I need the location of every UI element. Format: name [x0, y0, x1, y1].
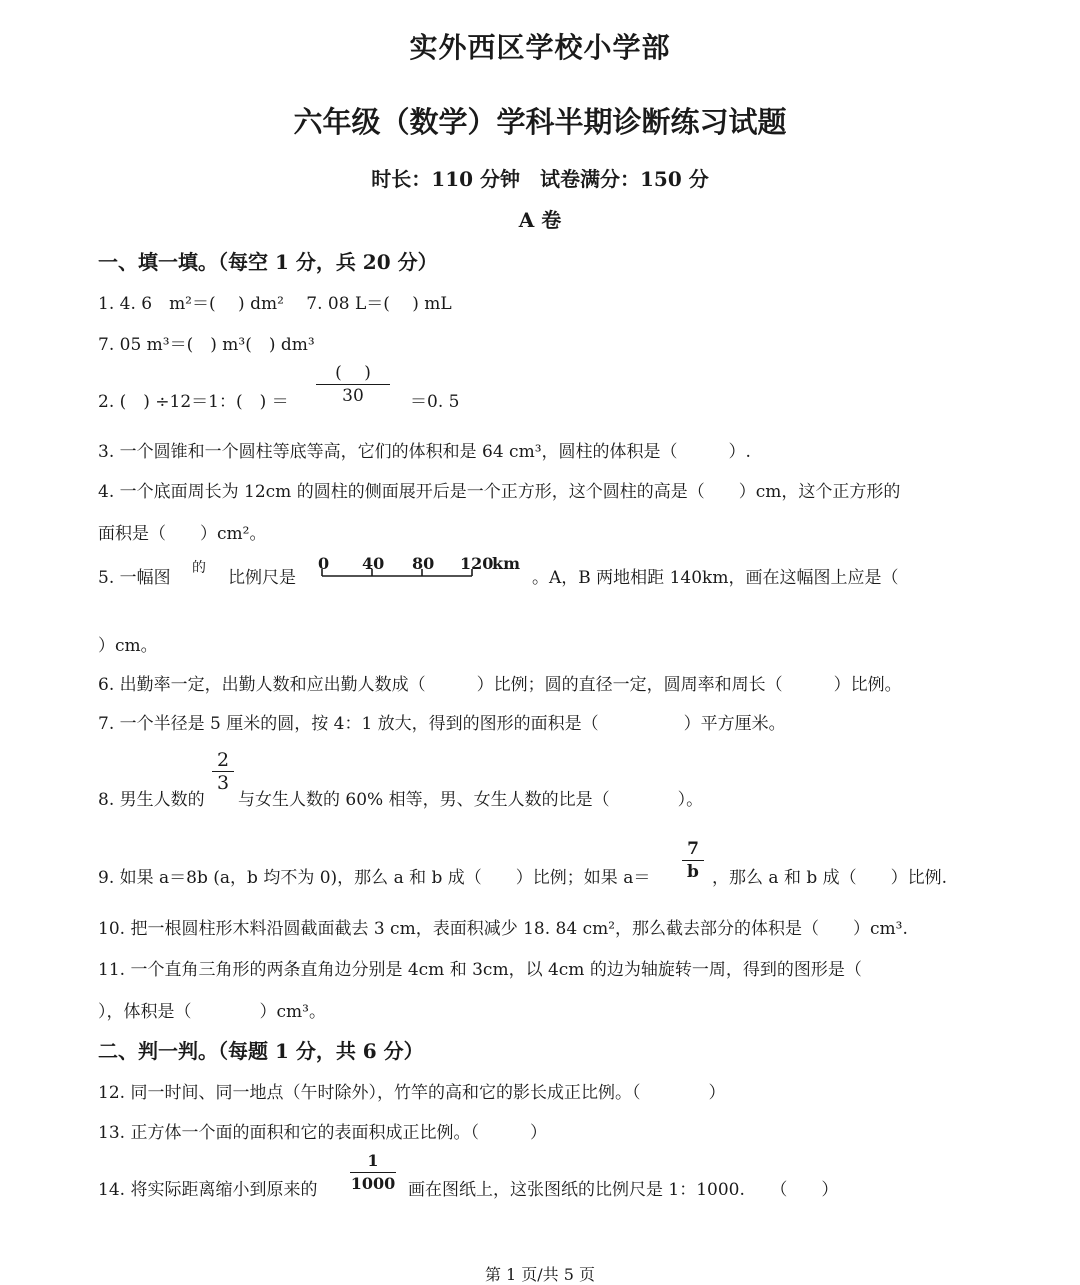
section2-heading: 二、判一判。（每题 1 分，共 6 分）	[98, 1039, 424, 1063]
q2-fraction	[316, 362, 390, 407]
q9-frac-den: b	[687, 862, 699, 882]
scale-label-120: 120	[460, 554, 494, 573]
scale-label-80: 80	[412, 554, 435, 573]
q1-line2: 7. 05 m³＝( ) m³( ) dm³	[98, 335, 315, 355]
q9-post: ，那么 a 和 b 成（ ）比例.	[712, 868, 948, 888]
q2-frac-num: ( )	[335, 363, 371, 383]
q2-post: ＝0. 5	[410, 392, 460, 412]
school-name: 实外西区学校小学部	[409, 31, 671, 64]
q9-frac-num: 7	[687, 839, 699, 859]
q2-pre: 2. ( ) ÷12＝1：( ) ＝	[98, 392, 289, 412]
exam-title: 六年级（数学）学科半期诊断练习试题	[293, 105, 787, 139]
page-footer: 第 1 页/共 5 页	[484, 1265, 596, 1284]
q2-text	[98, 387, 289, 412]
q10-text: 10. 把一根圆柱形木料沿圆截面截去 3 cm，表面积减少 18. 84 cm²，那么截去部分的体积是（ ）cm³.	[98, 919, 908, 939]
q3-text: 3. 一个圆锥和一个圆柱等底等高，它们的体积和是 64 cm³，圆柱的体积是（ ）.	[98, 442, 751, 462]
q8-frac-num: 2	[216, 749, 230, 771]
exam-meta: 时长：110 分钟 试卷满分：150 分	[371, 167, 709, 191]
q5-post: 。A，B 两地相距 140km，画在这幅图上应是（	[532, 568, 899, 588]
q8-frac-den: 3	[216, 772, 230, 794]
q14-pre: 14. 将实际距离缩小到原来的	[98, 1180, 318, 1200]
q4-line2: 面积是（ ）cm²。	[98, 524, 267, 544]
q5-de: 的	[192, 560, 206, 576]
q9-fraction	[682, 838, 704, 883]
q11-line1: 11. 一个直角三角形的两条直角边分别是 4cm 和 3cm，以 4cm 的边为轴旋转一周，得到的图形是（	[98, 960, 862, 980]
q12-text: 12. 同一时间、同一地点（午时除外），竹竿的高和它的影长成正比例。（ ）	[98, 1083, 726, 1103]
scale-label-0: 0	[318, 554, 330, 573]
q1-line1: 1. 4. 6 m²＝( ) dm² 7. 08 L＝( ) mL	[98, 294, 452, 314]
q13-text: 13. 正方体一个面的面积和它的表面积成正比例。（ ）	[98, 1123, 547, 1143]
q14-fraction	[350, 1150, 396, 1195]
q9-pre: 9. 如果 a＝8b (a，b 均不为 0)，那么 a 和 b 成（ ）比例；如果 a＝	[98, 868, 651, 888]
q8-pre: 8. 男生人数的	[98, 790, 205, 810]
q4-line1: 4. 一个底面周长为 12cm 的圆柱的侧面展开后是一个正方形，这个圆柱的高是（ ）cm，这个正方形的	[98, 482, 901, 502]
q7-text: 7. 一个半径是 5 厘米的圆，按 4：1 放大，得到的图形的面积是（ ）平方厘米。	[98, 714, 786, 734]
q5-line2: ）cm。	[98, 636, 158, 656]
q8-post: 与女生人数的 60% 相等，男、女生人数的比是（ ）。	[238, 790, 704, 810]
q6-text: 6. 出勤率一定，出勤人数和应出勤人数成（ ）比例；圆的直径一定，圆周率和周长（ ）比例。	[98, 675, 902, 695]
section1-heading: 一、填一填。（每空 1 分，兵 20 分）	[98, 250, 438, 274]
q5-pre: 5. 一幅图	[98, 568, 171, 588]
q8-fraction	[212, 749, 234, 794]
q14-post: 画在图纸上，这张图纸的比例尺是 1：1000. （ ）	[408, 1180, 839, 1200]
scale-label-40: 40	[362, 554, 385, 573]
q14-frac-den: 1000	[350, 1174, 396, 1193]
scale-unit: km	[492, 554, 521, 573]
q2-frac-den: 30	[342, 386, 364, 406]
q11-line2: ），体积是（ ）cm³。	[98, 1002, 326, 1022]
q5-mid: 比例尺是	[228, 568, 296, 588]
q14-frac-num: 1	[367, 1151, 379, 1170]
paper-label: A 卷	[518, 208, 562, 232]
